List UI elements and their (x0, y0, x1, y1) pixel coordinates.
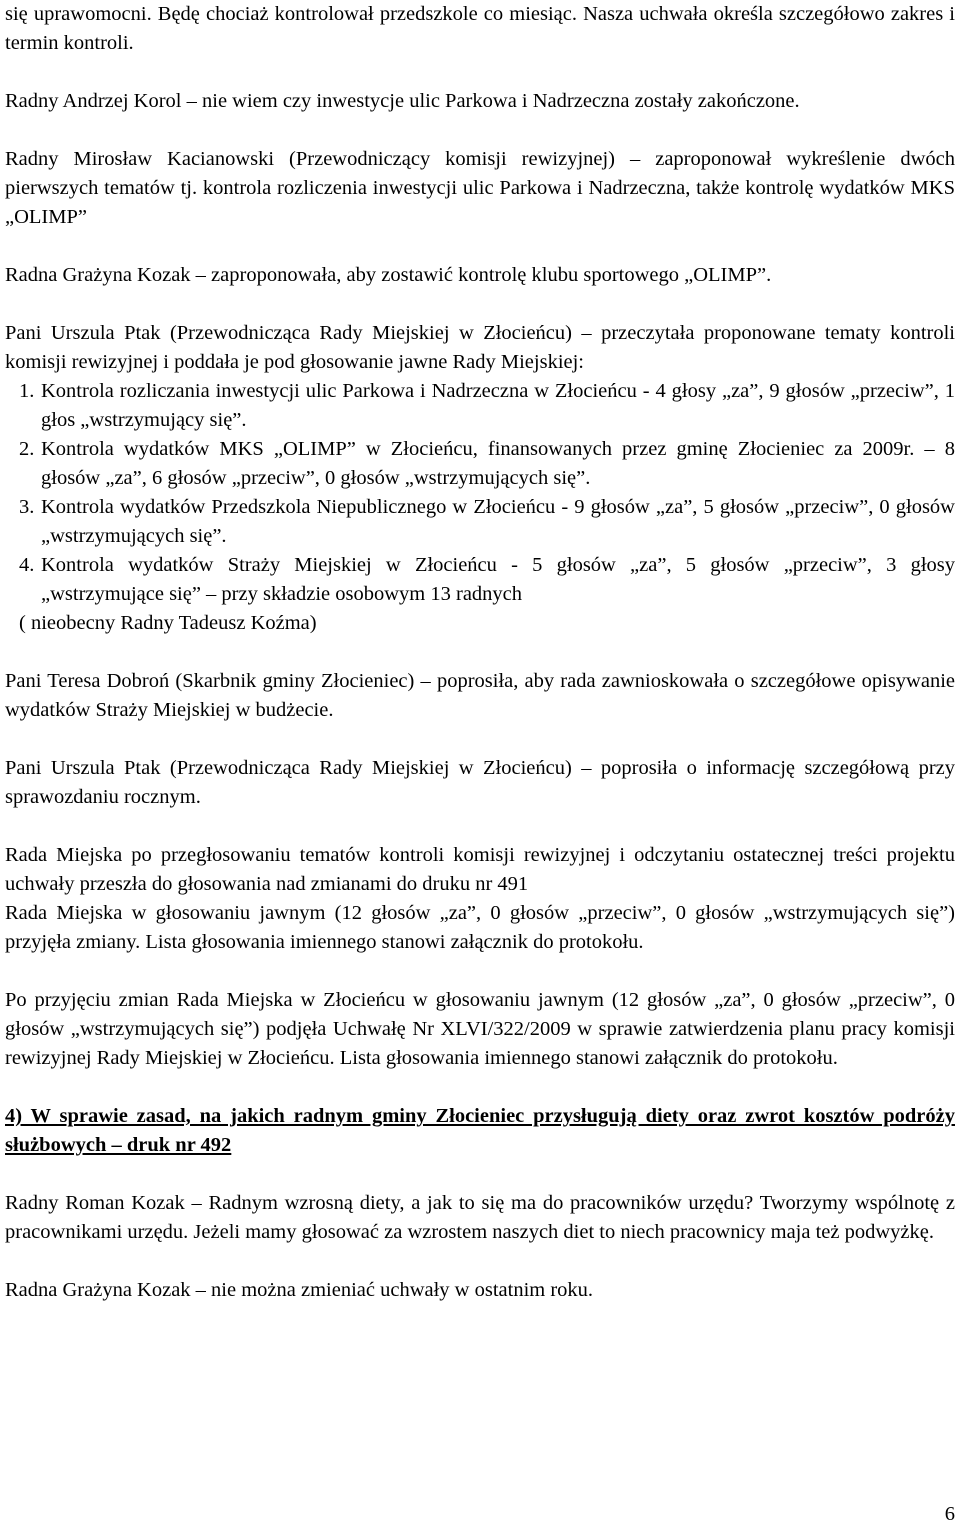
paragraph-grazyna-kozak-final: Radna Grażyna Kozak – nie można zmieniać uchwały w ostatnim roku. (5, 1279, 594, 1301)
vote-item (5, 551, 955, 609)
vote-item-text: Kontrola rozliczania inwestycji ulic Parkowa i Nadrzeczna w Złocieńcu - 4 głosy „za”, 9 głosów „przeciw”, 1 głos „wstrzymujący się”. (41, 380, 955, 431)
paragraph-resolution-adopted: Po przyjęciu zmian Rada Miejska w Złocieńcu w głosowaniu jawnym (12 głosów „za”, 0 głosów „przeciw”, 0 głosów „wstrzymujących się”) podjęła Uchwałę Nr XLVI/322/2009 w sprawie zatwierdzenia planu pracy komisji rewizyjnej Rady Miejskiej w Złocieńcu. Lista głosowania imiennego stanowi załącznik do protokołu. (5, 989, 955, 1069)
vote-item-number: 1. (19, 380, 35, 402)
paragraph-continuation: się uprawomocni. Będę chociaż kontrolował przedszkole co miesiąc. Nasza uchwała określa szczegółowo zakres i termin kontroli. (5, 3, 955, 54)
vote-list (5, 377, 955, 609)
page-number: 6 (944, 1503, 955, 1525)
vote-item (5, 435, 955, 493)
paragraph-teresa-dobron: Pani Teresa Dobroń (Skarbnik gminy Złocieniec) – poprosiła, aby rada zawnioskowała o szczegółowe opisywanie wydatków Straży Miejskiej w budżecie. (5, 670, 955, 721)
paragraph-council-vote-intro: Rada Miejska po przegłosowaniu tematów kontroli komisji rewizyjnej i odczytaniu ostatecznej treści projektu uchwały przeszła do głosowania nad zmianami do druku nr 491 (5, 844, 955, 895)
vote-item-number: 3. (19, 496, 35, 518)
paragraph-roman-kozak: Radny Roman Kozak – Radnym wzrosną diety, a jak to się ma do pracowników urzędu? Tworzymy wspólnotę z pracownikami urzędu. Jeżeli mamy głosować za wzrostem naszych diet to niech pracownicy maja też podwyżkę. (5, 1192, 955, 1243)
paragraph-grazyna-kozak: Radna Grażyna Kozak – zaproponowała, aby zostawić kontrolę klubu sportowego „OLIMP”. (5, 264, 772, 286)
vote-item (5, 493, 955, 551)
vote-item-text: Kontrola wydatków MKS „OLIMP” w Złocieńcu, finansowanych przez gminę Złocieniec za 2009r. – 8 głosów „za”, 6 głosów „przeciw”, 0 głosów „wstrzymujących się”. (41, 438, 955, 489)
section-heading: 4) W sprawie zasad, na jakich radnym gminy Złocieniec przysługują diety oraz zwrot kosztów podróży służbowych – druk nr 492 (5, 1105, 955, 1156)
paragraph-urszula-ptak-request: Pani Urszula Ptak (Przewodnicząca Rady Miejskiej w Złocieńcu) – poprosiła o informację szczegółową przy sprawozdaniu rocznym. (5, 757, 955, 808)
paragraph-council-vote-result: Rada Miejska w głosowaniu jawnym (12 głosów „za”, 0 głosów „przeciw”, 0 głosów „wstrzymujących się”) przyjęła zmiany. Lista głosowania imiennego stanowi załącznik do protokołu. (5, 902, 955, 953)
paragraph-miroslaw-kacianowski: Radny Mirosław Kacianowski (Przewodniczący komisji rewizyjnej) – zaproponował wykreślenie dwóch pierwszych tematów tj. kontrola rozliczenia inwestycji ulic Parkowa i Nadrzeczna, także kontrolę wydatków MKS „OLIMP” (5, 148, 955, 228)
document-body (5, 0, 955, 1305)
vote-item-text: Kontrola wydatków Straży Miejskiej w Złocieńcu - 5 głosów „za”, 5 głosów „przeciw”, 3 głosy „wstrzymujące się” – przy składzie osobowym 13 radnych (41, 554, 955, 605)
paragraph-urszula-ptak-vote: Pani Urszula Ptak (Przewodnicząca Rady Miejskiej w Złocieńcu) – przeczytała proponowane tematy kontroli komisji rewizyjnej i poddała je pod głosowanie jawne Rady Miejskiej: (5, 322, 955, 373)
vote-item-text: Kontrola wydatków Przedszkola Niepublicznego w Złocieńcu - 9 głosów „za”, 5 głosów „przeciw”, 0 głosów „wstrzymujących się”. (41, 496, 955, 547)
absent-note: ( nieobecny Radny Tadeusz Koźma) (19, 612, 317, 634)
vote-item (5, 377, 955, 435)
vote-item-number: 4. (19, 554, 35, 576)
paragraph-andrzej-korol: Radny Andrzej Korol – nie wiem czy inwestycje ulic Parkowa i Nadrzeczna zostały zakończone. (5, 90, 800, 112)
vote-item-number: 2. (19, 438, 35, 460)
